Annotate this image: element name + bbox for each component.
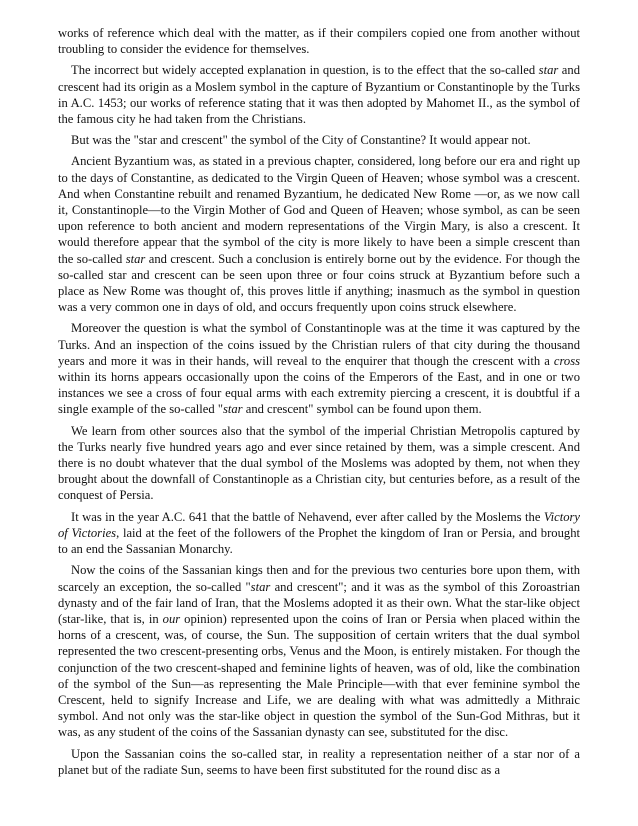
paragraph — [58, 562, 580, 740]
text-run: Ancient Byzantium was, as stated in a previous chapter, considered, long before our era and right up to the days of Constantine, as dedicated to the Virgin Queen of Heaven; whose symbol was a crescent. And when Constantine rebuilt and renamed Byzantium, he dedicated New Rome —or, as we now call it, Constantinople—to the Virgin Mother of God and Queen of Heaven; whose symbol, as can be seen upon reference to both ancient and modern representations of the Virgin Mary, is also a crescent. It would therefore appear that the symbol of the city is more likely to have been a simple crescent than the so-called — [58, 154, 580, 266]
paragraph — [58, 509, 580, 558]
text-run: It was in the year A.C. 641 that the battle of Nehavend, ever after called by the Moslems the — [71, 509, 544, 524]
text-run: We learn from other sources also that the symbol of the imperial Christian Metropolis captured by the Turks nearly five hundred years ago and ever since retained by them, was a simple crescent. And there is no doubt whatever that the dual symbol of the Moslems was adopted by them, not when they brought about the downfall of Constantinople as a Christian city, but centuries before, as a result of the conquest of Persia. — [58, 423, 580, 503]
text-run: and crescent" symbol can be found upon them. — [242, 402, 482, 417]
text-run: , laid at the feet of the followers of the Prophet the kingdom of Iran or Persia, and brought to an end the Sassanian Monarchy. — [58, 525, 580, 557]
paragraph — [58, 25, 580, 57]
text-run: Upon the Sassanian coins the so-called star, in reality a representation neither of a star nor of a planet but of the radiate Sun, seems to have been first substituted for the round disc as a — [58, 746, 580, 777]
paragraph — [58, 746, 580, 778]
paragraph — [58, 320, 580, 417]
italic-text-run: cross — [553, 353, 580, 368]
text-run: and crescent had its origin as a Moslem symbol in the capture of Byzantium or Constantinople by the Turks in A.C. 1453; our works of reference stating that it was then adopted by Mahomet II., as the symbol of the famous city he had taken from the Christians. — [58, 63, 580, 127]
italic-text-run: star — [125, 251, 146, 266]
italic-text-run: Victory of Victories — [58, 509, 580, 540]
italic-text-run: star — [538, 63, 559, 78]
italic-text-run: star — [222, 402, 243, 417]
text-run: Moreover the question is what the symbol of Constantinople was at the time it was captured by the Turks. And an inspection of the coins issued by the Christian rulers of that city during the thousand years and more it was in their hands, will reveal to the enquirer that though the crescent with a — [58, 321, 580, 368]
paragraph — [58, 62, 580, 127]
italic-text-run: our — [162, 611, 181, 626]
italic-text-run: star — [250, 579, 271, 594]
text-run: Now the coins of the Sassanian kings then and for the previous two centuries bore upon them, with scarcely an exception, the so-called " — [58, 563, 580, 594]
text-run: within its horns appears occasionally upon the coins of the Emperors of the East, and in one or two instances we see a cross of four equal arms with each extremity piercing a crescent, it is doubtful if a single example of the so-called " — [58, 370, 580, 417]
text-run: The incorrect but widely accepted explanation in question, is to the effect that the so-called — [71, 63, 539, 78]
text-run: works of reference which deal with the matter, as if their compilers copied one from another without troubling to consider the evidence for themselves. — [58, 26, 580, 57]
paragraph — [58, 423, 580, 504]
text-run: and crescent. Such a conclusion is entirely borne out by the evidence. For though the so-called star and crescent can be seen upon three or four coins struck at Byzantium before such a place as New Rome was thought of, this proves little if anything; inasmuch as the symbol in question was a very common one in days of old, and occurs frequently upon coins struck elsewhere. — [58, 251, 580, 315]
paragraph — [58, 132, 580, 148]
text-run: But was the "star and crescent" the symbol of the City of Constantine? It would appear not. — [71, 133, 531, 148]
text-run: opinion) represented upon the coins of Iran or Persia when placed within the horns of a crescent, was, of course, the Sun. The supposition of certain writers that the dual symbol represented the two crescent-presenting orbs, Venus and the Moon, is entirely mistaken. For though the conjunction of the two crescent-shaped and feminine lights of heaven, was of old, like the combination of the symbol of the Sun—as representing the Male Principle—with that ever feminine symbol the Crescent, held to signify Increase and Life, we are dealing with what was admittedly a Mithraic symbol. And not only was the star-like object in question the symbol of the Sun-God Mithras, but it was, as any student of the coins of the Sassanian dynasty can see, substituted for the disc. — [58, 611, 580, 740]
text-run: and crescent"; and it was as the symbol of this Zoroastrian dynasty and of the fair land of Iran, that the Moslems adopted it as their own. What the star-like object (star-like, that is, in — [58, 579, 580, 626]
paragraph — [58, 153, 580, 315]
